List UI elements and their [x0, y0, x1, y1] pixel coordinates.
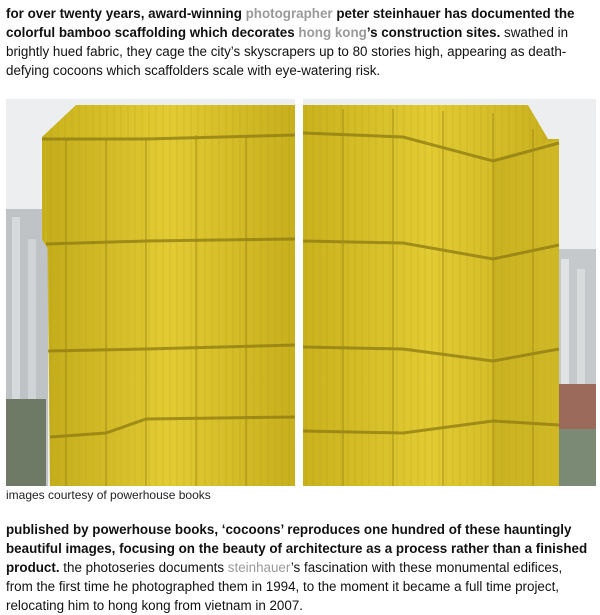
- body-text-2: the photoseries documents: [59, 560, 228, 575]
- intro-paragraph: [6, 4, 592, 80]
- steinhauer-link[interactable]: steinhauer: [227, 560, 291, 575]
- photo-illustration: [6, 99, 596, 486]
- body-text-3: ’s fascination with these monumental edifices, from the first time he photographed them in 1994, to the moment it became a full time project, relocating him to hong kong from vietnam in 2007.: [6, 560, 563, 613]
- intro-text-2: peter steinhauer has documented the colorful bamboo scaffolding which decorates: [6, 6, 575, 40]
- right-photo-panel: [303, 99, 596, 486]
- cocoons-photo[interactable]: [6, 99, 596, 486]
- intro-text-4: swathed in brightly hued fabric, they cage the city’s skyscrapers up to 80 stories high, appearing as death-defying cocoons which scaffolders scale with eye-watering risk.: [6, 25, 569, 78]
- photo-caption: images courtesy of powerhouse books: [6, 488, 211, 502]
- body-paragraph: [6, 520, 592, 615]
- intro-text-1: for over twenty years, award-winning: [6, 6, 246, 21]
- intro-text-3: ’s construction sites.: [366, 25, 501, 40]
- left-photo-panel: [6, 99, 295, 486]
- hong-kong-link[interactable]: hong kong: [298, 25, 367, 40]
- body-text-1: published by powerhouse books, ‘cocoons’ reproduces one hundred of these hauntingly beautiful images, focusing on the beauty of architecture as a process rather than a finished product.: [6, 522, 588, 575]
- photographer-link[interactable]: photographer: [245, 6, 333, 21]
